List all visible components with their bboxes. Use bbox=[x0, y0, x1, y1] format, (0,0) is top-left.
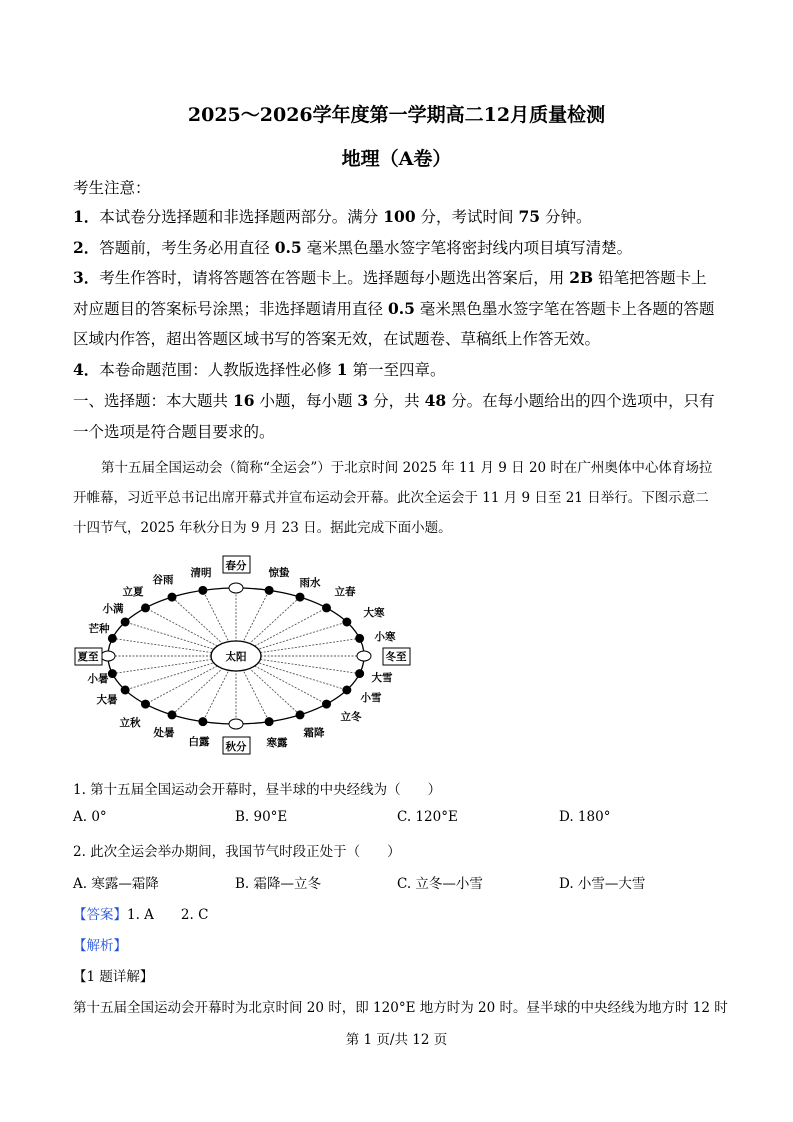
key-term-marker bbox=[101, 651, 115, 661]
term-xiaoman: 小满 bbox=[102, 603, 124, 615]
term-xiaoxue: 小雪 bbox=[360, 692, 382, 704]
passage-line-2: 开帷幕，习近平总书记出席开幕式并宣布运动会开幕。此次全运会于 11 月 9 日至 21 日举行。下图示意二 bbox=[73, 490, 709, 506]
term-marker bbox=[121, 618, 129, 626]
term-yushui: 雨水 bbox=[299, 577, 321, 589]
term-bailu: 白露 bbox=[188, 736, 210, 748]
term-qiufen: 秋分 bbox=[225, 741, 247, 753]
question-1-option-d: D. 180° bbox=[559, 809, 611, 825]
term-lichun: 立春 bbox=[334, 586, 356, 598]
term-jingzhe: 惊蛰 bbox=[268, 567, 290, 579]
answer-text: 1. A 2. C bbox=[127, 907, 209, 923]
question-2-option-a: A. 寒露—霜降 bbox=[73, 876, 159, 892]
exam-title: 2025～2026学年度第一学期高二12月质量检测 bbox=[187, 104, 606, 126]
notice-item-1: 1．本试卷分选择题和非选择题两部分。满分 100 分，考试时间 75 分钟。 bbox=[73, 207, 592, 226]
term-marker bbox=[168, 711, 176, 719]
analysis-label: 【解析】 bbox=[73, 938, 127, 954]
term-marker bbox=[121, 686, 129, 694]
term-daxue: 大雪 bbox=[371, 672, 393, 684]
term-marker bbox=[356, 670, 364, 678]
term-marker bbox=[199, 586, 207, 594]
term-guyu: 谷雨 bbox=[152, 574, 174, 586]
key-term-marker bbox=[229, 719, 243, 729]
term-marker bbox=[343, 686, 351, 694]
term-marker bbox=[296, 593, 304, 601]
exam-subtitle: 地理（A卷） bbox=[341, 148, 452, 170]
term-shuangjiang: 霜降 bbox=[303, 727, 325, 739]
term-marker bbox=[141, 604, 149, 612]
notice-item-3-line2: 对应题目的答案标号涂黑；非选择题请用直径 0.5 毫米黑色墨水签字笔在答题卡上各题的答题 bbox=[73, 299, 715, 318]
term-marker bbox=[199, 718, 207, 726]
term-hanlu: 寒露 bbox=[266, 737, 288, 749]
notice-item-3: 3．考生作答时，请将答题答在答题卡上。选择题每小题选出答案后，用 2B 铅笔把答题卡上 bbox=[73, 268, 707, 287]
question-1-option-a: A. 0° bbox=[73, 809, 107, 825]
term-xiazhi: 夏至 bbox=[77, 651, 99, 663]
term-xiaohan: 小寒 bbox=[374, 631, 396, 643]
detail-line-1: 第十五届全国运动会开幕时为北京时间 20 时，即 120°E 地方时为 20 时。昼半球的中央经线为地方时 12 时 bbox=[73, 1000, 728, 1016]
notice-item-2: 2．答题前，考生务必用直径 0.5 毫米黑色墨水签字笔将密封线内项目填写清楚。 bbox=[73, 238, 633, 257]
key-term-marker bbox=[229, 583, 243, 593]
term-marker bbox=[168, 593, 176, 601]
section-heading-line2: 一个选项是符合题目要求的。 bbox=[73, 423, 275, 441]
term-marker bbox=[108, 634, 116, 642]
detail-heading: 【1 题详解】 bbox=[73, 969, 154, 985]
term-dashu: 大暑 bbox=[96, 694, 118, 706]
term-mangzhong: 芒种 bbox=[88, 623, 110, 635]
term-marker bbox=[108, 670, 116, 678]
term-marker bbox=[141, 700, 149, 708]
passage-line-1: 第十五届全国运动会（简称“全运会”）于北京时间 2025 年 11 月 9 日 20 时在广州奥体中心体育场拉 bbox=[101, 460, 713, 476]
question-1-stem: 1. 第十五届全国运动会开幕时，昼半球的中央经线为（ ） bbox=[73, 782, 442, 798]
answer-line bbox=[73, 903, 208, 923]
notice-heading: 考生注意： bbox=[73, 179, 151, 197]
term-dongzhi: 冬至 bbox=[385, 651, 407, 663]
term-marker bbox=[265, 718, 273, 726]
passage-line-3: 十四节气，2025 年秋分日为 9 月 23 日。据此完成下面小题。 bbox=[73, 520, 452, 536]
term-marker bbox=[323, 700, 331, 708]
term-xiaoshu: 小暑 bbox=[87, 673, 109, 685]
term-chunfen: 春分 bbox=[225, 560, 247, 572]
term-marker bbox=[343, 618, 351, 626]
term-marker bbox=[296, 711, 304, 719]
term-chushu: 处暑 bbox=[153, 727, 175, 739]
question-2-stem: 2. 此次全运会举办期间，我国节气时段正处于（ ） bbox=[73, 844, 401, 860]
section-heading-line1: 一、选择题：本大题共 16 小题，每小题 3 分，共 48 分。在每小题给出的四个选项中，只有 bbox=[73, 391, 715, 410]
question-2-option-b: B. 霜降—立冬 bbox=[235, 876, 322, 892]
term-lixia: 立夏 bbox=[122, 586, 144, 598]
solar-terms-diagram bbox=[73, 550, 413, 755]
question-1-option-c: C. 120°E bbox=[397, 809, 458, 825]
answer-label: 【答案】 bbox=[73, 907, 127, 923]
question-1-option-b: B. 90°E bbox=[235, 809, 288, 825]
question-2-option-c: C. 立冬—小雪 bbox=[397, 876, 483, 892]
term-dahan: 大寒 bbox=[363, 607, 385, 619]
term-liqiu: 立秋 bbox=[119, 717, 141, 729]
term-lidong: 立冬 bbox=[340, 711, 362, 723]
sun-label: 太阳 bbox=[225, 651, 247, 663]
question-2-option-d: D. 小雪—大雪 bbox=[559, 876, 646, 892]
term-marker bbox=[356, 634, 364, 642]
notice-item-4: 4．本卷命题范围：人教版选择性必修 1 第一至四章。 bbox=[73, 360, 446, 379]
page-footer: 第 1 页/共 12 页 bbox=[345, 1032, 448, 1048]
term-marker bbox=[265, 586, 273, 594]
notice-item-3-line3: 区域内作答，超出答题区域书写的答案无效，在试题卷、草稿纸上作答无效。 bbox=[73, 330, 601, 348]
term-qingming: 清明 bbox=[190, 567, 212, 579]
key-term-marker bbox=[357, 651, 371, 661]
term-marker bbox=[323, 604, 331, 612]
